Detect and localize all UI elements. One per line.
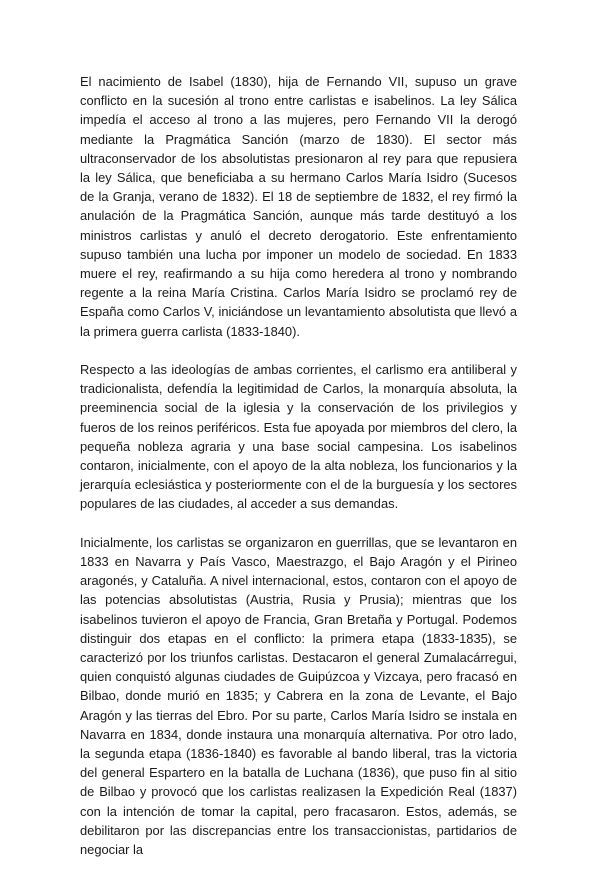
paragraph-war-stages: Inicialmente, los carlistas se organizaron en guerrillas, que se levantaron en 1833 en Navarra y País Vasco, Maestrazgo, el Bajo Aragón y el Pirineo aragonés, y Cataluña. A nivel internacional, estos, contaron con el apoyo de las potencias absolutistas (Austria, Rusia y Prusia); mientras que los isabelinos tuvieron el apoyo de Francia, Gran Bretaña y Portugal. Podemos distinguir dos etapas en el conflicto: la primera etapa (1833-1835), se caracterizó por los triunfos carlistas. Destacaron el general Zumalacárregui, quien conquistó algunas ciudades de Guipúzcoa y Vizcaya, pero fracasó en Bilbao, donde murió en 1835; y Cabrera en la zona de Levante, el Bajo Aragón y las tierras del Ebro. Por su parte, Carlos María Isidro se instala en Navarra en 1834, donde instaura una monarquía alternativa. Por otro lado, la segunda etapa (1836-1840) es favorable al bando liberal, tras la victoria del general Espartero en la batalla de Luchana (1836), que puso fin al sitio de Bilbao y provocó que los carlistas realizasen la Expedición Real (1837) con la intención de tomar la capital, pero fracasaron. Estos, además, se debilitaron por las discrepancias entre los transaccionistas, partidarios de negociar la [80, 534, 517, 858]
paragraph-succession-conflict: El nacimiento de Isabel (1830), hija de Fernando VII, supuso un grave conflicto en la sucesión al trono entre carlistas e isabelinos. La ley Sálica impedía el acceso al trono a las mujeres, pero Fernando VII la derogó mediante la Pragmática Sanción (marzo de 1830). El sector más ultraconservador de los absolutistas presionaron al rey para que repusiera la ley Sálica, que beneficiaba a su hermano Carlos María Isidro (Sucesos de la Granja, verano de 1832). El 18 de septiembre de 1832, el rey firmó la anulación de la Pragmática Sanción, aunque más tarde destituyó a los ministros carlistas y anuló el decreto derogatorio. Este enfrentamiento supuso también una lucha por imponer un modelo de sociedad. En 1833 muere el rey, reafirmando a su hija como heredera al trono y nombrando regente a la reina María Cristina. Carlos María Isidro se proclamó rey de España como Carlos V, iniciándose un levantamiento absolutista que llevó a la primera guerra carlista (1833-1840). [80, 74, 517, 339]
paragraph-ideologies: Respecto a las ideologías de ambas corrientes, el carlismo era antiliberal y tradicionalista, defendía la legitimidad de Carlos, la monarquía absoluta, la preeminencia social de la iglesia y la conservación de los privilegios y fueros de los reinos periféricos. Esta fue apoyada por miembros del clero, la pequeña nobleza agraria y una base social campesina. Los isabelinos contaron, inicialmente, con el apoyo de la alta nobleza, los funcionarios y la jerarquía eclesiástica y posteriormente con el de la burguesía y los sectores populares de las ciudades, al acceder a sus demandas. [80, 362, 517, 512]
document-body [80, 72, 517, 878]
